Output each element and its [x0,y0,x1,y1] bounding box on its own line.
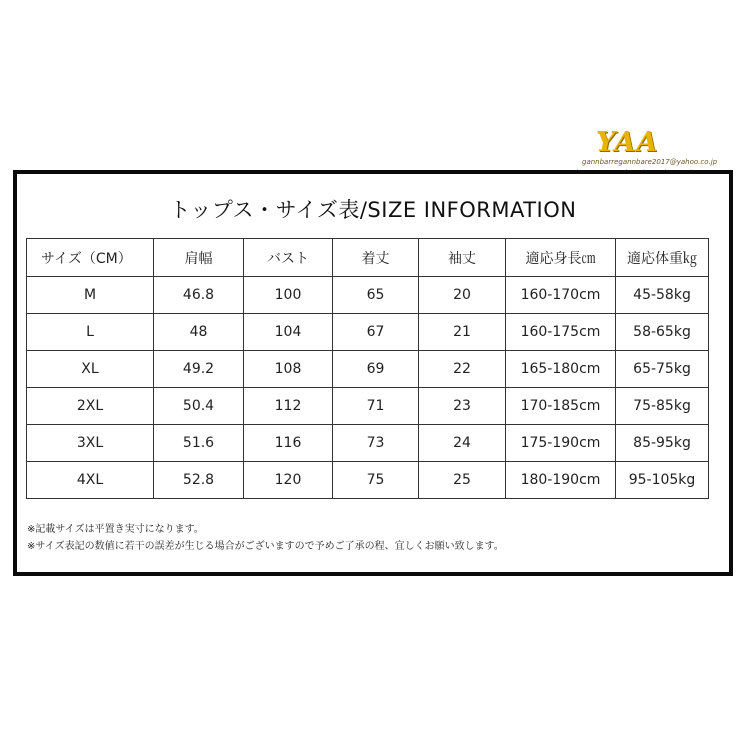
cell-shoulder: 51.6 [154,425,244,462]
cell-weight: 85-95kg [616,425,709,462]
cell-weight: 45-58kg [616,277,709,314]
cell-size: L [27,314,154,351]
cell-sleeve: 22 [419,351,506,388]
cell-weight: 58-65kg [616,314,709,351]
cell-height: 170-185cm [506,388,616,425]
cell-bust: 108 [244,351,333,388]
cell-length: 71 [333,388,419,425]
cell-shoulder: 48 [154,314,244,351]
table-row [27,462,709,499]
note-line: ※記載サイズは平置き実寸になります。 [27,524,204,535]
cell-length: 69 [333,351,419,388]
cell-bust: 120 [244,462,333,499]
cell-size: 2XL [27,388,154,425]
cell-size: 4XL [27,462,154,499]
header-height: 適応身長㎝ [506,239,616,277]
header-sleeve: 袖丈 [419,239,506,277]
cell-height: 165-180cm [506,351,616,388]
cell-length: 73 [333,425,419,462]
table-row [27,351,709,388]
table-row [27,388,709,425]
header-shoulder: 肩幅 [154,239,244,277]
cell-bust: 112 [244,388,333,425]
cell-sleeve: 20 [419,277,506,314]
cell-length: 65 [333,277,419,314]
page-title: トップス・サイズ表/SIZE INFORMATION [169,198,577,222]
header-weight: 適応体重㎏ [616,239,709,277]
header-bust: バスト [244,239,333,277]
table-row [27,314,709,351]
cell-shoulder: 50.4 [154,388,244,425]
cell-height: 160-175cm [506,314,616,351]
cell-sleeve: 25 [419,462,506,499]
cell-shoulder: 49.2 [154,351,244,388]
cell-bust: 104 [244,314,333,351]
logo-email: gannbarregannbare2017@yahoo.co.jp [582,158,718,166]
table-row [27,425,709,462]
note-line: ※サイズ表記の数値に若干の誤差が生じる場合がございますので予めご了承の程、宜しくお願い致します。 [27,541,504,552]
cell-bust: 116 [244,425,333,462]
cell-weight: 75-85kg [616,388,709,425]
cell-height: 180-190cm [506,462,616,499]
cell-sleeve: 23 [419,388,506,425]
header-size: サイズ（CM） [27,239,154,277]
size-table [26,238,709,499]
cell-weight: 95-105kg [616,462,709,499]
cell-weight: 65-75kg [616,351,709,388]
cell-height: 175-190cm [506,425,616,462]
notes [27,521,717,555]
cell-sleeve: 24 [419,425,506,462]
cell-shoulder: 46.8 [154,277,244,314]
cell-bust: 100 [244,277,333,314]
size-chart-frame [13,170,733,576]
cell-height: 160-170cm [506,277,616,314]
header-length: 着丈 [333,239,419,277]
cell-length: 67 [333,314,419,351]
cell-shoulder: 52.8 [154,462,244,499]
table-header-row [27,239,709,277]
cell-sleeve: 21 [419,314,506,351]
cell-size: M [27,277,154,314]
cell-length: 75 [333,462,419,499]
cell-size: XL [27,351,154,388]
cell-size: 3XL [27,425,154,462]
table-row [27,277,709,314]
logo-mark: YAA [596,127,659,158]
